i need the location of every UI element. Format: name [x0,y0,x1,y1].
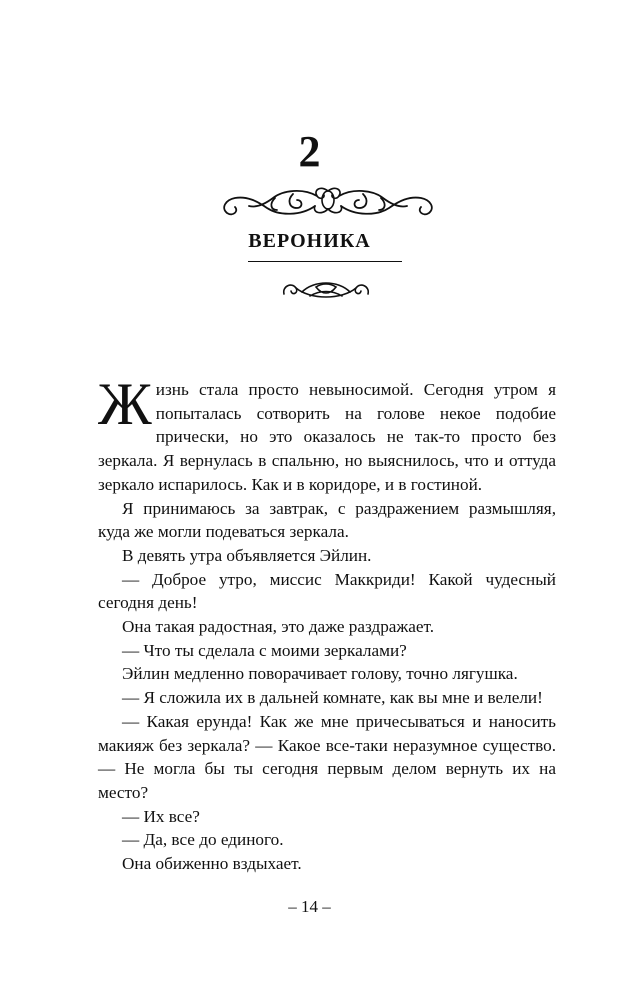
body-paragraph: Я принимаюсь за завтрак, с раздражением размышляя, куда же могли подеваться зеркала. [98,498,556,542]
body-paragraph: Эйлин медленно поворачивает голову, точно лягушка. [122,664,518,684]
body-paragraph: — Я сложила их в дальней комнате, как вы мне и велели! [122,688,543,708]
body-paragraph: В девять утра объявляется Эйлин. [122,545,372,565]
small-flourish-ornament-icon [280,276,372,304]
drop-cap: Ж [98,371,152,437]
body-paragraph: — Какая ерунда! Как же мне причесываться и наносить макияж без зеркала? — Какое все-таки неразумное существо. — Не могла бы ты сегодня первым делом вернуть их на место? [98,711,556,802]
chapter-number: 2 [298,127,321,176]
body-paragraph: — Доброе утро, миссис Маккриди! Какой чудесный сегодня день! [98,569,556,613]
body-paragraph [98,371,556,497]
chapter-title: ВЕРОНИКА [248,230,371,252]
body-paragraph: Она такая радостная, это даже раздражает. [122,617,435,637]
chapter-body [98,371,556,876]
title-underline-divider [248,261,402,262]
body-paragraph: Она обиженно вздыхает. [122,854,302,874]
body-paragraph: — Их все? [122,806,200,826]
body-paragraph-text: изнь стала просто невыносимой. Сегодня утром я попыталась сотворить на голове некое подобие прически, но это оказалось не так-то просто без зеркала. Я вернулась в спальню, но выяснилось, что и оттуда зеркало испарилось. Как и в коридоре, и в гостиной. [98,380,556,494]
body-paragraph: — Что ты сделала с моими зеркалами? [122,640,407,660]
page-number: – 14 – [288,897,331,916]
flourish-ornament-icon [217,186,439,222]
body-paragraph: — Да, все до единого. [122,830,284,850]
